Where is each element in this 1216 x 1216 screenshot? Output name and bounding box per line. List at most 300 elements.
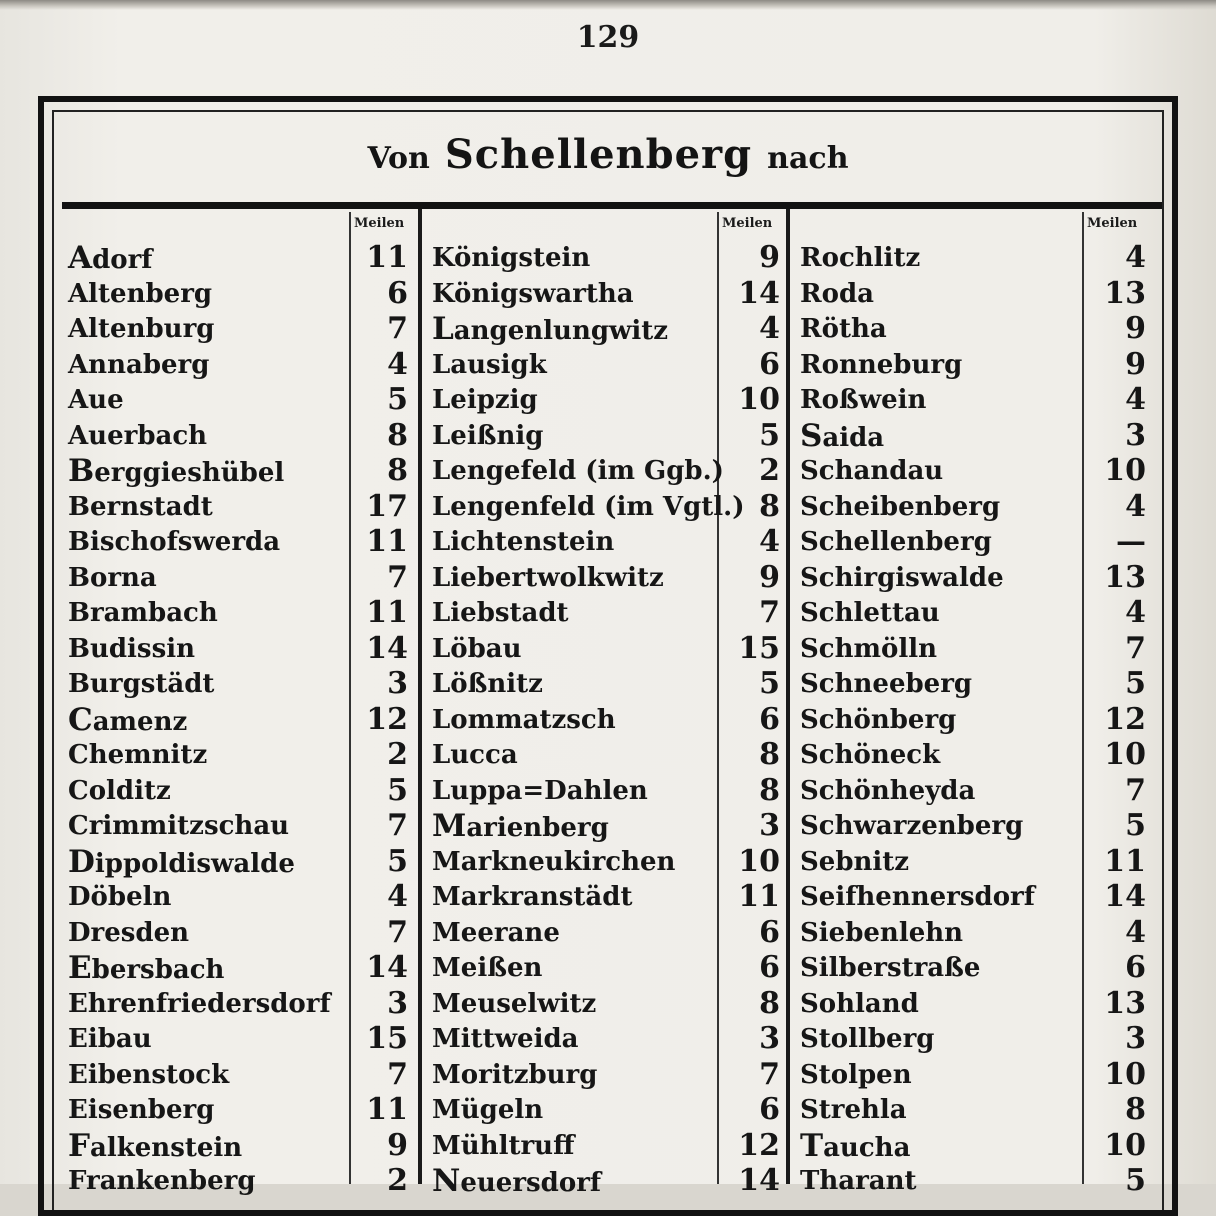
distance-value: 8 bbox=[387, 453, 408, 488]
table-row bbox=[432, 418, 780, 454]
table-row bbox=[800, 1092, 1146, 1128]
destination-text: Lößnitz bbox=[432, 669, 543, 699]
destination-text: Königstein bbox=[432, 243, 591, 273]
distance-value: 4 bbox=[1125, 240, 1146, 275]
table-row bbox=[432, 276, 780, 312]
table-row bbox=[800, 631, 1146, 667]
table-row bbox=[432, 808, 780, 844]
destination-text: Ehrenfriedersdorf bbox=[68, 988, 331, 1019]
decorated-initial: M bbox=[432, 808, 467, 844]
destination-text: Strehla bbox=[800, 1095, 907, 1125]
distance-value: 14 bbox=[1104, 879, 1146, 914]
table-row bbox=[432, 453, 780, 489]
table-row bbox=[800, 240, 1146, 276]
table-row bbox=[68, 489, 408, 525]
distance-value: 4 bbox=[1125, 488, 1146, 524]
table-row bbox=[800, 915, 1146, 951]
distance-value: 6 bbox=[759, 914, 780, 950]
destination-name bbox=[432, 347, 547, 383]
destination-text: alkenstein bbox=[90, 1132, 243, 1163]
destination-name bbox=[800, 240, 920, 276]
table-row bbox=[800, 808, 1146, 844]
destination-name bbox=[68, 986, 331, 1022]
distance-value: 5 bbox=[387, 382, 408, 417]
distance-value: 5 bbox=[1125, 1163, 1146, 1198]
destination-name bbox=[432, 808, 609, 846]
table-row bbox=[68, 1128, 408, 1164]
destination-text: Dresden bbox=[68, 917, 190, 948]
destination-name bbox=[68, 311, 214, 347]
destination-text: Borna bbox=[68, 562, 157, 593]
table-row bbox=[800, 950, 1146, 986]
table-row bbox=[432, 950, 780, 986]
distance-value: 4 bbox=[1125, 914, 1146, 950]
destination-name bbox=[432, 1021, 579, 1057]
distance-value: 4 bbox=[387, 879, 408, 914]
table-row bbox=[800, 453, 1146, 489]
destination-text: aucha bbox=[823, 1132, 911, 1163]
destination-name bbox=[432, 276, 634, 312]
distance-value: 12 bbox=[366, 701, 408, 737]
table-row bbox=[432, 1128, 780, 1164]
distance-value: 3 bbox=[387, 985, 408, 1021]
destination-name bbox=[68, 666, 214, 702]
destination-text: ippoldiswalde bbox=[94, 848, 295, 879]
destination-name bbox=[432, 418, 543, 454]
destination-text: aida bbox=[822, 422, 885, 453]
destination-name bbox=[800, 986, 919, 1022]
distance-value: 13 bbox=[1104, 985, 1146, 1021]
distance-value: 8 bbox=[1125, 1092, 1146, 1127]
destination-name bbox=[800, 773, 975, 809]
distance-value: 12 bbox=[1104, 701, 1146, 737]
destination-name bbox=[432, 524, 614, 560]
table-row bbox=[800, 418, 1146, 454]
destination-name bbox=[432, 1163, 601, 1201]
destination-name bbox=[432, 1092, 543, 1128]
table-row bbox=[800, 347, 1146, 383]
distance-value: 5 bbox=[387, 772, 408, 808]
table-header bbox=[54, 112, 1162, 198]
destination-text: Markranstädt bbox=[432, 882, 633, 912]
table-row bbox=[432, 347, 780, 383]
destination-text: Silberstraße bbox=[800, 953, 981, 983]
distance-value: — bbox=[1116, 524, 1146, 559]
destination-text: arienberg bbox=[466, 813, 609, 843]
distance-value: 9 bbox=[1125, 346, 1146, 382]
distance-value: 10 bbox=[1104, 1056, 1146, 1092]
destination-text: Meuselwitz bbox=[432, 988, 597, 1019]
destination-text: Bischofswerda bbox=[68, 527, 281, 557]
destination-name bbox=[432, 950, 542, 986]
decorated-initial: F bbox=[68, 1127, 91, 1164]
destination-text: Moritzburg bbox=[432, 1059, 598, 1090]
distance-value: 9 bbox=[759, 559, 780, 595]
destination-name bbox=[68, 950, 224, 988]
distance-value: 2 bbox=[387, 737, 408, 772]
table-row bbox=[432, 1057, 780, 1093]
header-prefix: Von bbox=[367, 141, 430, 176]
distance-value: 5 bbox=[759, 417, 780, 453]
distance-value: 3 bbox=[759, 1021, 780, 1056]
distance-value: 9 bbox=[387, 1127, 408, 1163]
destination-name bbox=[432, 773, 648, 809]
table-row bbox=[800, 311, 1146, 347]
distance-value: 6 bbox=[759, 346, 780, 382]
column-2 bbox=[432, 240, 780, 1199]
destination-text: Leipzig bbox=[432, 385, 538, 415]
distance-value: 2 bbox=[759, 453, 780, 488]
destination-text: Brambach bbox=[68, 598, 218, 628]
destination-name bbox=[68, 382, 124, 418]
table-row bbox=[800, 1128, 1146, 1164]
distance-value: 6 bbox=[759, 950, 780, 985]
destination-name bbox=[432, 666, 543, 702]
table-row bbox=[68, 702, 408, 738]
distance-value: 4 bbox=[1125, 382, 1146, 417]
destination-text: Rochlitz bbox=[800, 243, 921, 273]
destination-text: erggieshübel bbox=[94, 458, 285, 488]
decorated-initial: N bbox=[432, 1163, 461, 1199]
destination-text: Aue bbox=[68, 385, 124, 415]
destination-name bbox=[68, 524, 280, 560]
destination-text: Roda bbox=[800, 278, 874, 309]
destination-text: Tharant bbox=[800, 1166, 917, 1196]
table-row bbox=[432, 560, 780, 596]
header-divider bbox=[62, 202, 1162, 209]
distance-value: 12 bbox=[738, 1127, 780, 1163]
destination-name bbox=[68, 560, 157, 596]
table-row bbox=[68, 879, 408, 915]
table-row bbox=[68, 808, 408, 844]
table-row bbox=[800, 844, 1146, 880]
destination-name bbox=[68, 1163, 256, 1199]
destination-text: Siebenlehn bbox=[800, 917, 964, 948]
destination-text: Auerbach bbox=[68, 420, 208, 451]
destination-name bbox=[432, 915, 560, 951]
destination-name bbox=[800, 702, 956, 738]
destination-name bbox=[68, 879, 171, 915]
table-row bbox=[800, 737, 1146, 773]
destination-text: Ronneburg bbox=[800, 349, 963, 380]
destination-text: Lucca bbox=[432, 740, 518, 770]
column-1 bbox=[68, 240, 408, 1199]
destination-name bbox=[800, 737, 940, 773]
destination-text: Schneeberg bbox=[800, 669, 973, 699]
destination-text: Seifhennersdorf bbox=[800, 882, 1035, 912]
table-row bbox=[68, 560, 408, 596]
destination-name bbox=[68, 1021, 152, 1057]
destination-text: Lichtenstein bbox=[432, 527, 615, 557]
decorated-initial: D bbox=[68, 843, 95, 880]
destination-name bbox=[800, 489, 1000, 525]
destination-text: Budissin bbox=[68, 633, 195, 664]
destination-text: Liebstadt bbox=[432, 598, 569, 628]
table-row bbox=[432, 489, 780, 525]
destination-text: Eibenstock bbox=[68, 1059, 230, 1090]
destination-name bbox=[68, 347, 209, 383]
destination-text: Roßwein bbox=[800, 385, 927, 415]
distance-value: 4 bbox=[759, 311, 780, 346]
distance-value: 4 bbox=[1125, 595, 1146, 630]
unit-label-3: Meilen bbox=[1087, 216, 1138, 231]
distance-value: 11 bbox=[738, 879, 780, 914]
destination-name bbox=[800, 631, 937, 667]
table-row bbox=[68, 1057, 408, 1093]
destination-name bbox=[800, 1128, 910, 1166]
table-row bbox=[432, 524, 780, 560]
destination-name bbox=[432, 1128, 574, 1164]
distance-value: 6 bbox=[1125, 950, 1146, 985]
table-row bbox=[68, 453, 408, 489]
table-row bbox=[68, 1021, 408, 1057]
destination-text: Mittweida bbox=[432, 1024, 579, 1054]
destination-name bbox=[800, 915, 963, 951]
table-row bbox=[800, 666, 1146, 702]
distance-value: 7 bbox=[1125, 772, 1146, 808]
distance-value: 3 bbox=[387, 666, 408, 701]
distance-value: 7 bbox=[387, 1056, 408, 1092]
destination-name bbox=[68, 737, 207, 773]
destination-name bbox=[800, 595, 940, 631]
table-row bbox=[432, 702, 780, 738]
destination-name bbox=[800, 666, 972, 702]
destination-text: Altenberg bbox=[68, 278, 213, 309]
destination-text: Königswartha bbox=[432, 278, 634, 309]
distance-value: 17 bbox=[366, 488, 408, 524]
destination-text: Sebnitz bbox=[800, 846, 910, 877]
destination-name bbox=[800, 1021, 934, 1057]
table-row bbox=[432, 311, 780, 347]
distance-value: 14 bbox=[738, 275, 780, 311]
unit-label-2: Meilen bbox=[722, 216, 773, 231]
decorated-initial: E bbox=[68, 950, 92, 986]
table-row bbox=[800, 382, 1146, 418]
table-row bbox=[68, 311, 408, 347]
table-row bbox=[432, 879, 780, 915]
table-row bbox=[432, 1021, 780, 1057]
decorated-initial: A bbox=[68, 240, 93, 276]
table-row bbox=[68, 595, 408, 631]
table-row bbox=[432, 737, 780, 773]
destination-text: Schellenberg bbox=[800, 527, 992, 557]
distance-value: 10 bbox=[1104, 453, 1146, 488]
distance-value: 10 bbox=[738, 843, 780, 879]
unit-label-1: Meilen bbox=[354, 216, 405, 231]
table-row bbox=[68, 915, 408, 951]
page-edge-shadow bbox=[0, 0, 1216, 10]
table-row bbox=[800, 702, 1146, 738]
table-row bbox=[68, 950, 408, 986]
destination-text: Schandau bbox=[800, 456, 944, 486]
distance-value: 5 bbox=[1125, 808, 1146, 843]
destination-text: Löbau bbox=[432, 633, 522, 664]
table-row bbox=[68, 844, 408, 880]
table-row bbox=[68, 1163, 408, 1199]
destination-name bbox=[68, 702, 187, 740]
destination-name bbox=[432, 986, 596, 1022]
table-row bbox=[800, 1057, 1146, 1093]
destination-text: Stolpen bbox=[800, 1059, 912, 1090]
destination-text: Eisenberg bbox=[68, 1095, 215, 1125]
distance-value: 11 bbox=[1104, 843, 1146, 879]
destination-text: amenz bbox=[92, 706, 188, 737]
distance-value: 3 bbox=[759, 808, 780, 843]
table-row bbox=[432, 1163, 780, 1199]
distance-value: 2 bbox=[387, 1163, 408, 1198]
distance-value: 8 bbox=[387, 417, 408, 453]
destination-name bbox=[68, 631, 195, 667]
destination-name bbox=[432, 631, 522, 667]
table-row bbox=[432, 773, 780, 809]
table-row bbox=[432, 1092, 780, 1128]
table-row bbox=[68, 524, 408, 560]
destination-name bbox=[432, 240, 590, 276]
destination-name bbox=[68, 240, 152, 278]
destination-text: Schöneck bbox=[800, 740, 941, 770]
table-row bbox=[68, 418, 408, 454]
distance-value: 8 bbox=[759, 737, 780, 772]
table-row bbox=[432, 986, 780, 1022]
table-row bbox=[800, 489, 1146, 525]
distance-value: 7 bbox=[1125, 630, 1146, 666]
destination-name bbox=[68, 844, 295, 882]
distance-value: 11 bbox=[366, 595, 408, 630]
destination-name bbox=[68, 276, 212, 312]
destination-name bbox=[432, 1057, 597, 1093]
table-row bbox=[68, 276, 408, 312]
destination-name bbox=[68, 915, 189, 951]
distance-value: 11 bbox=[366, 1092, 408, 1127]
distance-value: 10 bbox=[738, 382, 780, 417]
table-row bbox=[68, 631, 408, 667]
table-row bbox=[800, 1163, 1146, 1199]
destination-text: Frankenberg bbox=[68, 1166, 256, 1196]
column-3 bbox=[800, 240, 1146, 1199]
destination-text: Meerane bbox=[432, 917, 560, 948]
destination-name bbox=[432, 595, 569, 631]
distance-value: 4 bbox=[387, 346, 408, 382]
distance-value: 7 bbox=[759, 1056, 780, 1092]
table-row bbox=[432, 915, 780, 951]
destination-name bbox=[68, 489, 213, 525]
distance-value: 9 bbox=[759, 240, 780, 275]
destination-text: Schmölln bbox=[800, 633, 938, 664]
distance-value: 14 bbox=[366, 630, 408, 666]
distance-value: 14 bbox=[366, 950, 408, 985]
distance-value: 10 bbox=[1104, 737, 1146, 772]
table-row bbox=[68, 347, 408, 383]
distance-value: 7 bbox=[387, 559, 408, 595]
destination-text: Schlettau bbox=[800, 598, 940, 628]
destination-name bbox=[432, 844, 675, 880]
distance-value: 8 bbox=[759, 488, 780, 524]
destination-name bbox=[68, 595, 218, 631]
distance-value: 5 bbox=[759, 666, 780, 701]
table-row bbox=[68, 773, 408, 809]
destination-text: Mühltruff bbox=[432, 1130, 575, 1161]
destination-name bbox=[68, 1092, 214, 1128]
table-row bbox=[68, 737, 408, 773]
destination-text: angenlungwitz bbox=[453, 316, 669, 346]
destination-name bbox=[800, 879, 1035, 915]
distance-value: 15 bbox=[366, 1021, 408, 1056]
destination-name bbox=[800, 418, 884, 456]
destination-name bbox=[800, 808, 1023, 844]
distance-value: 14 bbox=[738, 1163, 780, 1198]
table-row bbox=[432, 595, 780, 631]
destination-text: Altenburg bbox=[68, 314, 215, 344]
distance-value: 6 bbox=[759, 701, 780, 737]
table-row bbox=[800, 524, 1146, 560]
destination-text: Döbeln bbox=[68, 882, 172, 912]
table-row bbox=[800, 560, 1146, 596]
table-row bbox=[68, 1092, 408, 1128]
table-row bbox=[800, 986, 1146, 1022]
destination-name bbox=[432, 382, 538, 418]
decorated-initial: B bbox=[68, 453, 95, 489]
destination-name bbox=[432, 489, 745, 525]
destination-name bbox=[800, 1163, 917, 1199]
distance-value: 7 bbox=[387, 808, 408, 843]
distance-value: 7 bbox=[387, 311, 408, 346]
destination-text: Scheibenberg bbox=[800, 491, 1001, 522]
destination-text: Colditz bbox=[68, 775, 171, 806]
destination-text: Bernstadt bbox=[68, 491, 213, 522]
distance-value: 3 bbox=[1125, 417, 1146, 453]
destination-name bbox=[800, 560, 1004, 596]
table-row bbox=[68, 986, 408, 1022]
destination-text: Schönheyda bbox=[800, 775, 976, 806]
destination-text: Leißnig bbox=[432, 420, 544, 451]
table-row bbox=[432, 666, 780, 702]
destination-text: Liebertwolkwitz bbox=[432, 562, 664, 593]
distance-value: 10 bbox=[1104, 1127, 1146, 1163]
destination-text: Schirgiswalde bbox=[800, 562, 1004, 593]
table-row bbox=[68, 666, 408, 702]
destination-text: Rötha bbox=[800, 314, 887, 344]
table-row bbox=[800, 1021, 1146, 1057]
destination-text: dorf bbox=[92, 245, 153, 275]
column-divider-2 bbox=[786, 209, 790, 1184]
distance-value: 15 bbox=[738, 630, 780, 666]
destination-name bbox=[800, 276, 874, 312]
header-suffix: nach bbox=[767, 141, 849, 176]
destination-text: Mügeln bbox=[432, 1095, 544, 1125]
destination-name bbox=[68, 418, 207, 454]
destination-name bbox=[68, 773, 171, 809]
destination-name bbox=[432, 702, 616, 738]
destination-text: Sohland bbox=[800, 988, 919, 1019]
destination-text: Luppa=Dahlen bbox=[432, 775, 648, 806]
destination-name bbox=[432, 453, 724, 489]
distance-value: 9 bbox=[1125, 311, 1146, 346]
table-row bbox=[800, 879, 1146, 915]
destination-name bbox=[432, 311, 668, 349]
destination-text: Markneukirchen bbox=[432, 846, 676, 877]
destination-text: Lausigk bbox=[432, 349, 547, 380]
destination-name bbox=[68, 453, 284, 491]
destination-name bbox=[800, 524, 992, 560]
distance-value: 5 bbox=[1125, 666, 1146, 701]
destination-name bbox=[432, 879, 632, 915]
destination-text: euersdorf bbox=[460, 1168, 602, 1198]
destination-name bbox=[432, 560, 664, 596]
destination-name bbox=[800, 950, 980, 986]
destination-text: Crimmitzschau bbox=[68, 811, 290, 841]
destination-name bbox=[800, 1092, 907, 1128]
destination-text: Lengefeld (im Ggb.) bbox=[432, 456, 724, 486]
